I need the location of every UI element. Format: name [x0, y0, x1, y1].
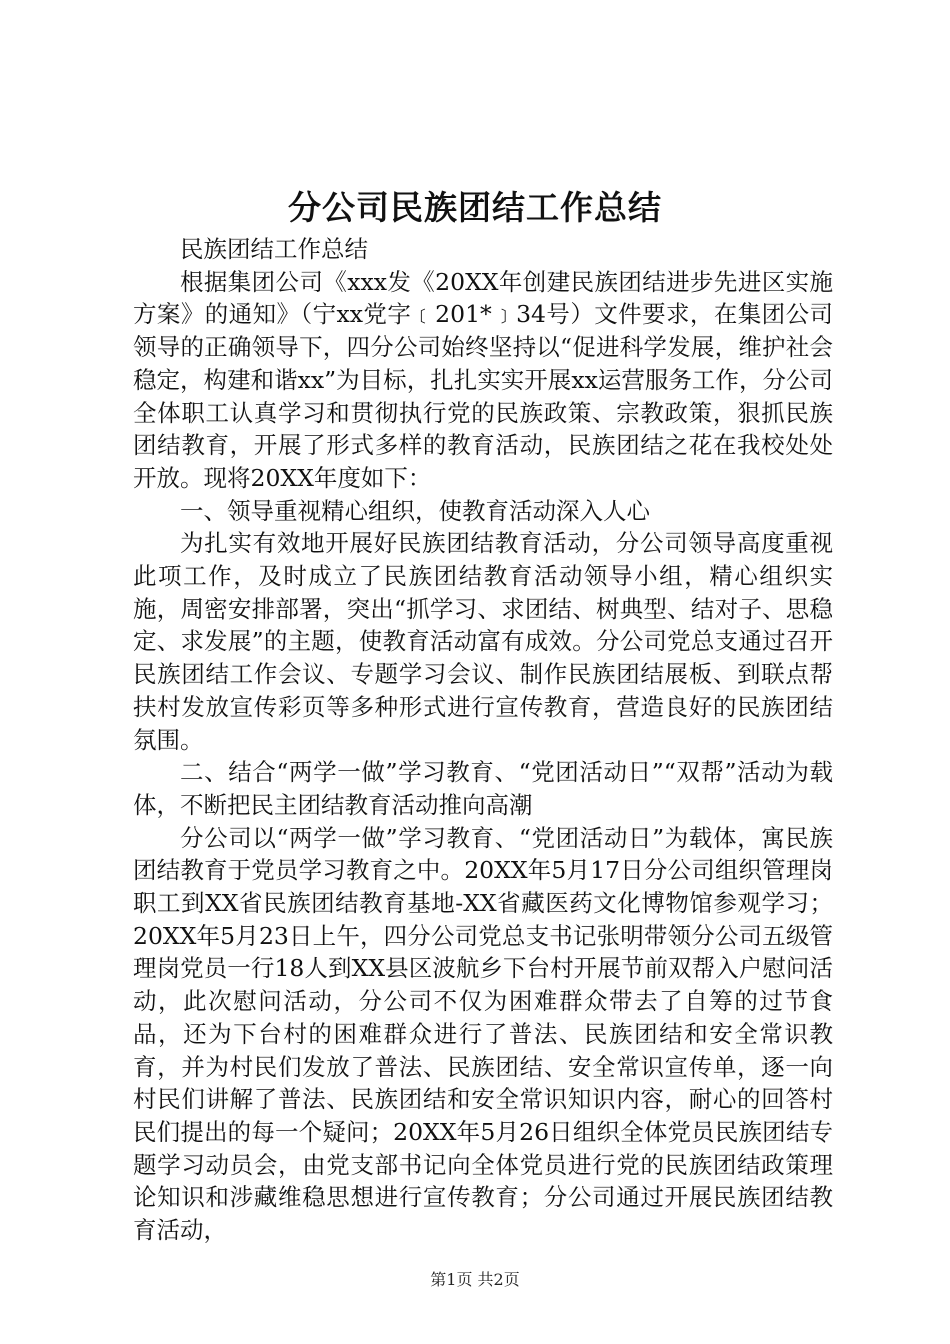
section-heading-1: 一、领导重视精心组织，使教育活动深入人心: [180, 496, 650, 525]
paragraph-section-1: 为扎实有效地开展好民族团结教育活动，分公司领导高度重视此项工作，及时成立了民族团结教育活动领导小组，精心组织实施，周密安排部署，突出“抓学习、求团结、树典型、结对子、思稳定、求发展”的主题，使教育活动富有成效。分公司党总支通过召开民族团结工作会议、专题学习会议、制作民族团结展板、到联点帮扶村发放宣传彩页等多种形式进行宣传教育，营造良好的民族团结氛围。: [133, 529, 833, 754]
paragraph-subtitle: 民族团结工作总结: [180, 235, 368, 263]
page-number-footer: 第1页 共2页: [430, 1270, 520, 1289]
document-title: 分公司民族团结工作总结: [288, 188, 662, 227]
section-heading-2: 二、结合“两学一做”学习教育、“党团活动日”“双帮”活动为载体，不断把民主团结教育活动推向高潮: [133, 758, 833, 819]
paragraph-intro: 根据集团公司《xxx发《20XX年创建民族团结进步先进区实施方案》的通知》（宁xx党字﹝201*﹞34号）文件要求，在集团公司领导的正确领导下，四分公司始终坚持以“促进科学发展，维护社会稳定，构建和谐xx”为目标，扎扎实实开展xx运营服务工作，分公司全体职工认真学习和贯彻执行党的民族政策、宗教政策，狠抓民族团结教育，开展了形式多样的教育活动，民族团结之花在我校处处开放。现将20XX年度如下：: [133, 267, 833, 492]
document-body: [133, 233, 833, 1247]
paragraph-section-2: 分公司以“两学一做”学习教育、“党团活动日”为载体，寓民族团结教育于党员学习教育之中。20XX年5月17日分公司组织管理岗职工到XX省民族团结教育基地-XX省藏医药文化博物馆参观学习；20XX年5月23日上午，四分公司党总支书记张明带领分公司五级管理岗党员一行18人到XX县区波航乡下台村开展节前双帮入户慰问活动，此次慰问活动，分公司不仅为困难群众带去了自筹的过节食品，还为下台村的困难群众进行了普法、民族团结和安全常识教育，并为村民们发放了普法、民族团结、安全常识宣传单，逐一向村民们讲解了普法、民族团结和安全常识知识内容，耐心的回答村民们提出的每一个疑问；20XX年5月26日组织全体党员民族团结专题学习动员会，由党支部书记向全体党员进行党的民族团结政策理论知识和涉藏维稳思想进行宣传教育；分公司通过开展民族团结教育活动，: [133, 823, 833, 1245]
